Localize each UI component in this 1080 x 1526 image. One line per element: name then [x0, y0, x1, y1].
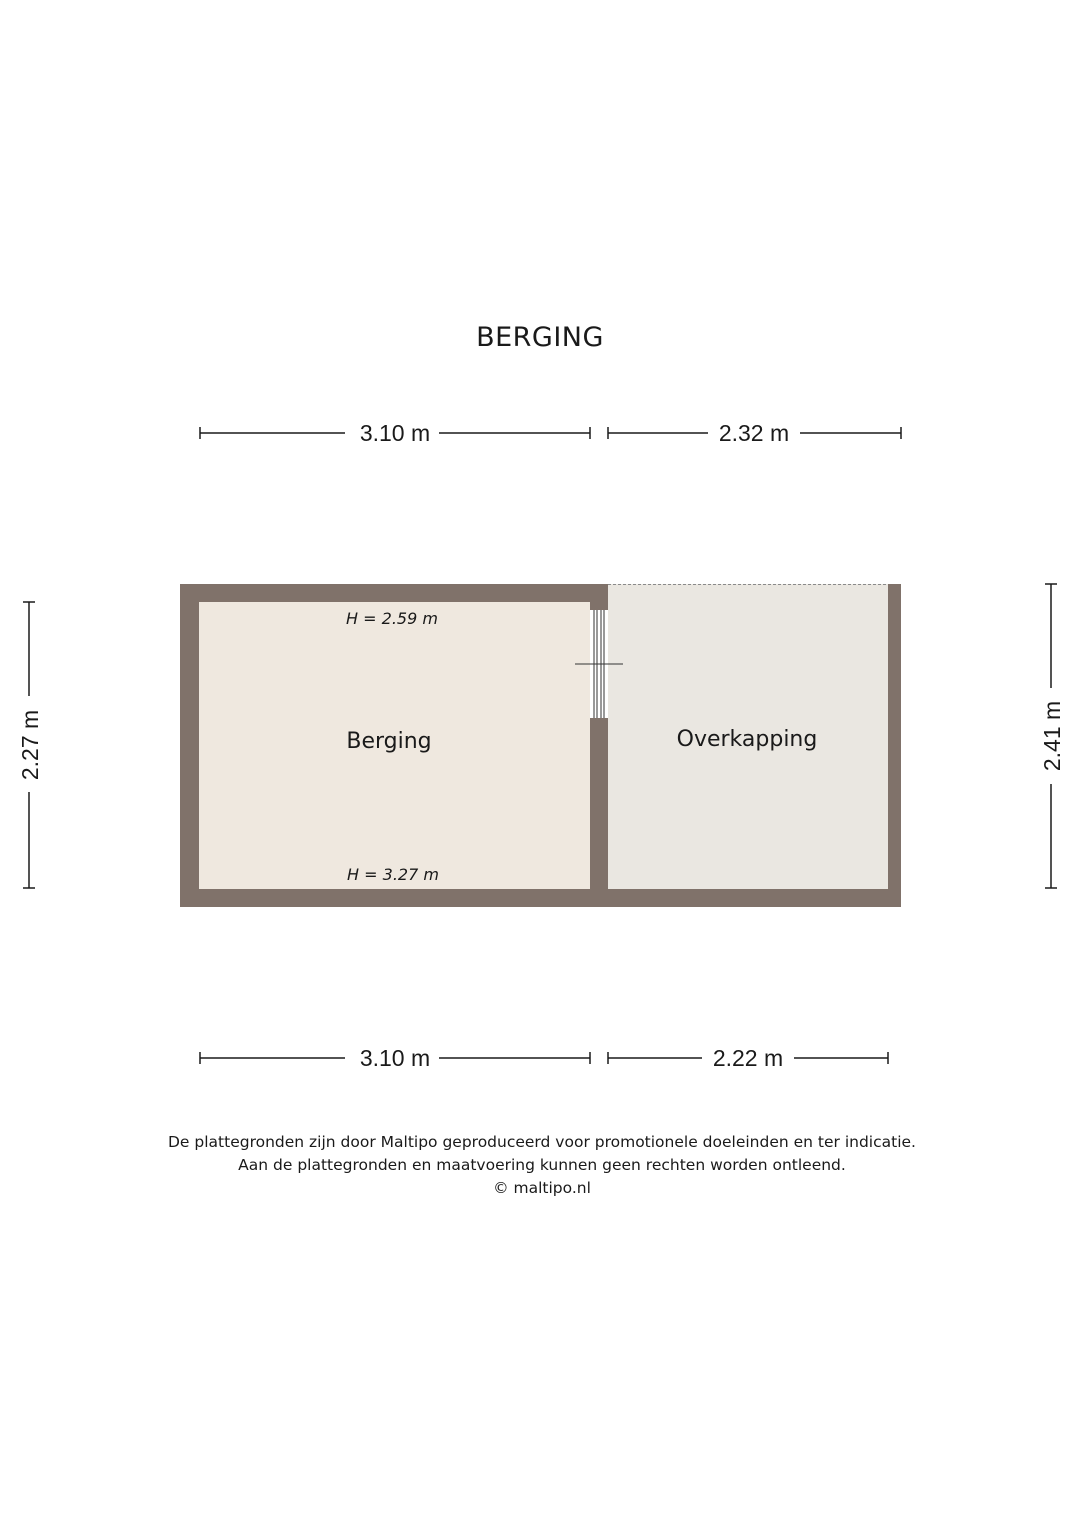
height-label-top: H = 2.59 m — [346, 609, 438, 628]
wall-middle-upper — [590, 584, 608, 610]
dimension-label-top-left: 3.10 m — [359, 420, 431, 446]
wall-top — [180, 584, 608, 602]
disclaimer-line-1: De plattegronden zijn door Maltipo geproduceerd voor promotionele doeleinden en ter indicatie. — [168, 1133, 916, 1151]
dimension-label-bottom-left: 3.10 m — [359, 1045, 431, 1071]
copyright: © maltipo.nl — [493, 1179, 591, 1197]
wall-middle-lower — [590, 718, 608, 889]
room-label-berging: Berging — [346, 729, 432, 754]
dimension-label-bottom-right: 2.22 m — [712, 1045, 784, 1071]
disclaimer — [0, 1131, 1080, 1200]
room-label-overkapping: Overkapping — [676, 727, 818, 752]
dimension-label-top-right: 2.32 m — [718, 420, 790, 446]
wall-bottom — [180, 889, 901, 907]
wall-left — [180, 584, 199, 907]
disclaimer-line-2: Aan de plattegronden en maatvoering kunnen geen rechten worden ontleend. — [238, 1156, 846, 1174]
floor-title: BERGING — [476, 322, 604, 353]
wall-right — [888, 584, 901, 907]
dimension-label-side-left: 2.27 m — [17, 709, 43, 781]
height-label-bottom: H = 3.27 m — [347, 865, 439, 884]
dimension-label-side-right: 2.41 m — [1039, 700, 1065, 772]
